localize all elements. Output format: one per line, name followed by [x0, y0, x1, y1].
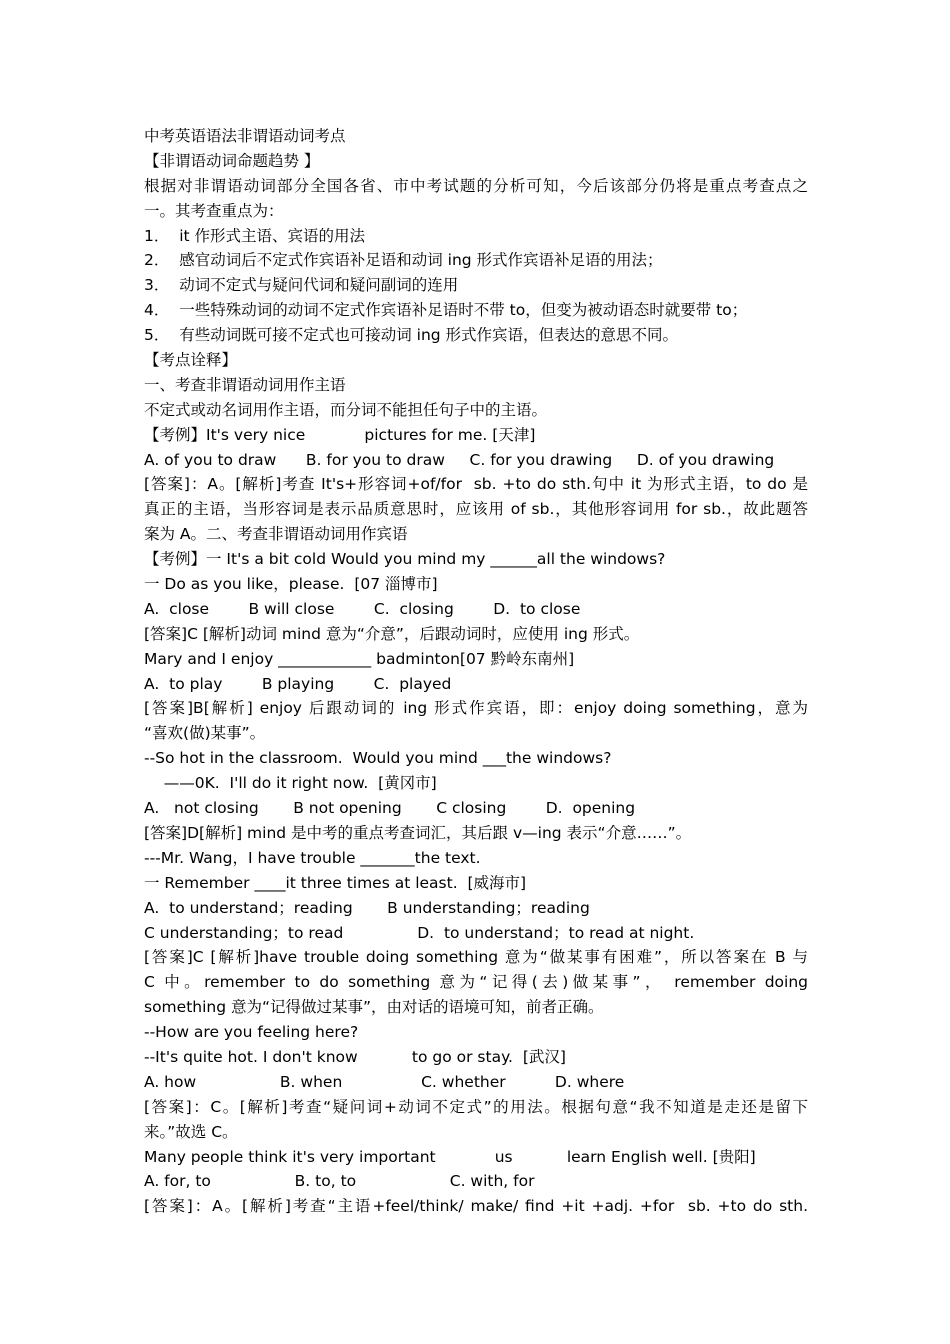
text-line-answer: [答案]C [解析]have trouble doing something 意为“做某事有困难”，所以答案在 B 与 [144, 948, 808, 967]
document-body [144, 124, 808, 1219]
text-line-answer: [答案]：A。[解析]考查“主语+feel/think/ make/ find +it +adj. +for sb. +to do sth. [144, 1197, 808, 1216]
text-line-question: ---Mr. Wang，I have trouble _______the text. [144, 848, 481, 867]
text-line-options: C understanding；to read D. to understand；to read at night. [144, 923, 695, 942]
text-line-question: 【考例】It's very nice pictures for me. [天津] [144, 425, 536, 444]
text-line-title: 中考英语语法非谓语动词考点 [144, 127, 346, 145]
text-line-question: --How are you feeling here? [144, 1023, 359, 1042]
text-line-answer: [答案]C [解析]动词 mind 意为“介意”，后跟动词时，应使用 ing 形式。 [144, 624, 640, 643]
text-line-heading: 一、考查非谓语动词用作主语 [144, 375, 346, 394]
text-line-answer: [答案]：A。[解析]考查 It's+形容词+of/for sb. +to do sth.句中 it 为形式主语，to do 是 [144, 475, 808, 494]
text-line-answer: something 意为“记得做过某事”，由对话的语境可知，前者正确。 [144, 998, 604, 1017]
text-line-question: ——0K. I'll do it right now. [黄冈市] [144, 774, 437, 793]
text-line-list: 2． 感官动词后不定式作宾语补足语和动词 ing 形式作宾语补足语的用法； [144, 251, 663, 270]
text-line-question: 一 Remember ____it three times at least. [威海市] [144, 873, 527, 892]
text-line-answer: C 中。remember to do something 意为“记得(去)做某事”， remember doing [144, 973, 808, 992]
text-line-answer: 真正的主语，当形容词是表示品质意思时，应该用 of sb.，其他形容词用 for sb.，故此题答 [144, 500, 808, 519]
text-line-answer: [答案]D[解析] mind 是中考的重点考查词汇，其后跟 v—ing 表示“介意……”。 [144, 823, 692, 842]
text-line-question: 【考例】一 It's a bit cold Would you mind my ______all the windows? [144, 550, 666, 569]
text-line-options: A. to understand；reading B understanding；reading [144, 898, 590, 917]
text-line-options: A. of you to draw B. for you to draw C. for you drawing D. of you drawing [144, 450, 775, 469]
text-line-answer: [答案]B[解析] enjoy 后跟动词的 ing 形式作宾语，即：enjoy doing something，意为 [144, 699, 808, 718]
text-line-answer: 案为 A。二、考查非谓语动词用作宾语 [144, 525, 408, 544]
text-line-options: A. to play B playing C. played [144, 674, 452, 693]
text-line-para: 不定式或动名词用作主语，而分词不能担任句子中的主语。 [144, 400, 548, 419]
text-line-question: Many people think it's very important us learn English well. [贵阳] [144, 1147, 756, 1166]
text-line-question: Mary and I enjoy ____________ badminton[07 黔岭东南州] [144, 649, 575, 668]
text-line-list: 3． 动词不定式与疑问代词和疑问副词的连用 [144, 276, 459, 295]
text-line-answer: “喜欢(做)某事”。 [144, 724, 266, 743]
text-line-list: 4． 一些特殊动词的动词不定式作宾语补足语时不带 to，但变为被动语态时就要带 to； [144, 301, 748, 320]
text-line-heading: 【考点诠释】 [144, 351, 238, 370]
text-line-question: --So hot in the classroom. Would you mind ___the windows? [144, 749, 612, 768]
text-line-para: 一。其考查重点为： [144, 201, 284, 220]
text-line-question: 一 Do as you like，please. [07 淄博市] [144, 575, 438, 594]
text-line-answer: [答案]：C。[解析]考查“疑问词+动词不定式”的用法。根据句意“我不知道是走还是留下 [144, 1097, 808, 1116]
text-line-list: 5． 有些动词既可接不定式也可接动词 ing 形式作宾语，但表达的意思不同。 [144, 326, 679, 345]
text-line-answer: 来。”故选 C。 [144, 1122, 238, 1141]
text-line-question: --It's quite hot. I don't know to go or stay. [武汉] [144, 1047, 566, 1066]
text-line-options: A. not closing B not opening C closing D. opening [144, 799, 636, 818]
text-line-list: 1． it 作形式主语、宾语的用法 [144, 226, 366, 245]
text-line-options: A. for, to B. to, to C. with, for [144, 1172, 535, 1191]
text-line-options: A. how B. when C. whether D. where [144, 1072, 625, 1091]
text-line-options: A. close B will close C. closing D. to close [144, 599, 581, 618]
text-line-para: 根据对非谓语动词部分全国各省、市中考试题的分析可知，今后该部分仍将是重点考查点之 [144, 176, 808, 195]
text-line-heading: 【非谓语动词命题趋势 】 [144, 151, 320, 170]
